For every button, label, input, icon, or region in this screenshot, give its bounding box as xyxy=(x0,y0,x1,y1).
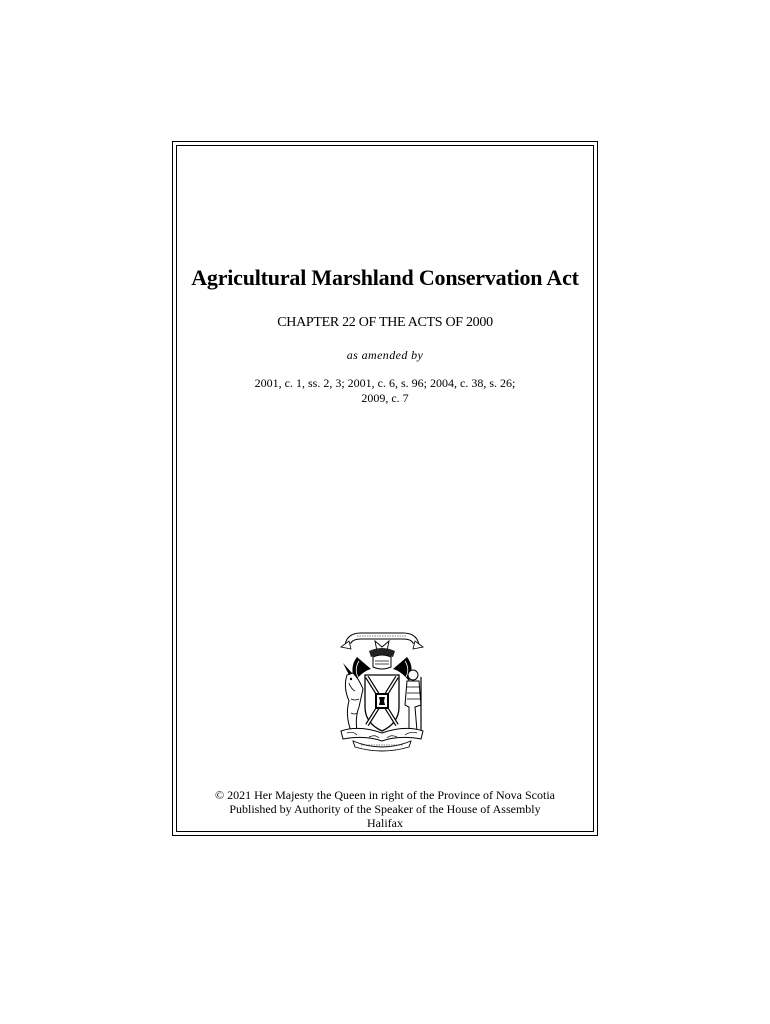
amendments-list xyxy=(203,376,567,406)
act-title: Agricultural Marshland Conservation Act xyxy=(191,265,579,290)
publication-footer xyxy=(173,788,597,830)
amended-by-label: as amended by xyxy=(346,348,424,362)
city-line: Halifax xyxy=(367,816,403,830)
amendments-line-1: 2001, c. 1, ss. 2, 3; 2001, c. 6, s. 96; 2004, c. 38, s. 26; xyxy=(254,376,516,390)
amendments-line-2: 2009, c. 7 xyxy=(361,391,409,405)
copyright-line: © 2021 Her Majesty the Queen in right of the Province of Nova Scotia xyxy=(214,788,556,802)
chapter-reference: CHAPTER 22 OF THE ACTS OF 2000 xyxy=(277,315,493,330)
publisher-line: Published by Authority of the Speaker of the House of Assembly xyxy=(229,802,541,816)
nova-scotia-coat-of-arms-icon xyxy=(339,627,425,753)
cover-outer-border xyxy=(172,141,598,836)
